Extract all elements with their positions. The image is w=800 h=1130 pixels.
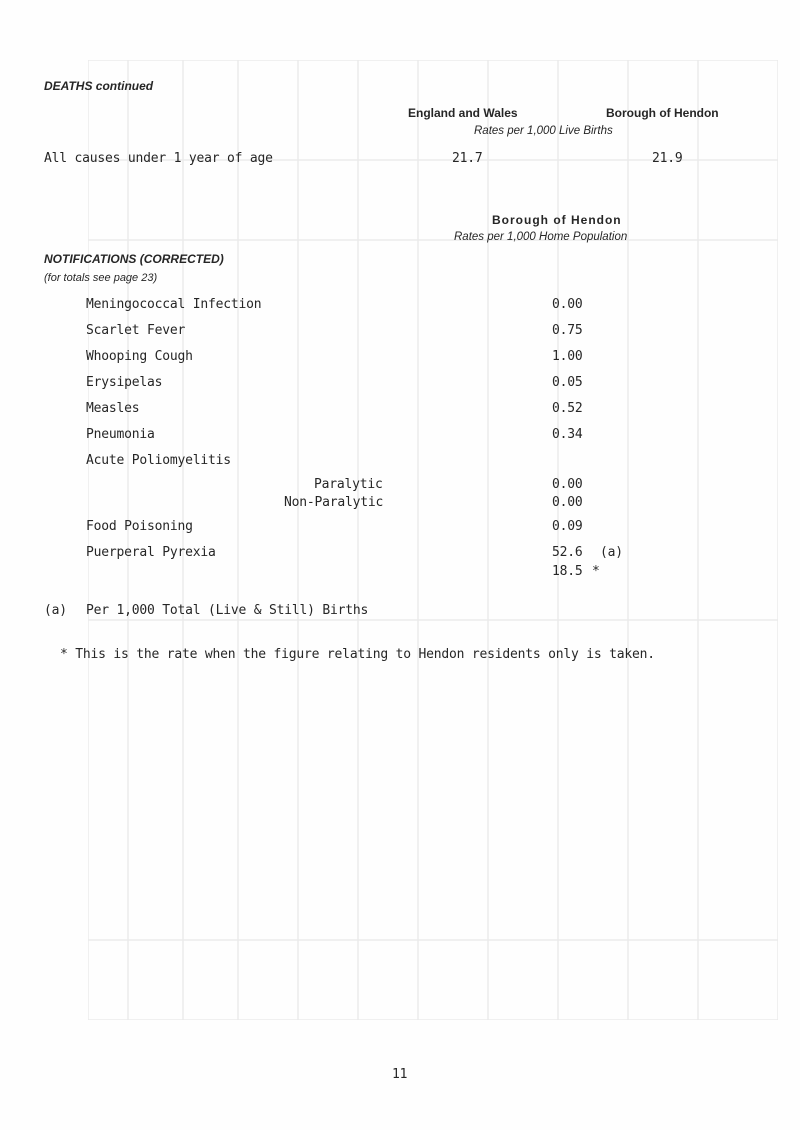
polio-label: Acute Poliomyelitis bbox=[86, 453, 231, 468]
polio-nonparalytic-label: Non-Paralytic bbox=[284, 495, 384, 510]
notifications-rates-pop: Rates per 1,000 Home Population bbox=[454, 231, 628, 243]
puerperal-mark-star: * bbox=[592, 564, 600, 579]
row-label-erysipelas: Erysipelas bbox=[86, 375, 163, 390]
footnote-star-text: * This is the rate when the figure relating to Hendon residents only is taken. bbox=[60, 647, 655, 662]
section-title: DEATHS continued bbox=[44, 79, 154, 93]
notifications-subtitle: (for totals see page 23) bbox=[44, 272, 158, 284]
notifications-title: NOTIFICATIONS (CORRECTED) bbox=[44, 252, 224, 266]
row-label-measles: Measles bbox=[86, 401, 140, 416]
header-hendon: Borough of Hendon bbox=[606, 106, 719, 120]
polio-paralytic-value: 0.00 bbox=[552, 477, 583, 492]
header-rates-live: Rates per 1,000 Live Births bbox=[474, 125, 613, 137]
row-label-pneumonia: Pneumonia bbox=[86, 427, 155, 442]
food-poisoning-label: Food Poisoning bbox=[86, 519, 193, 534]
polio-nonparalytic-value: 0.00 bbox=[552, 495, 583, 510]
infant-row-label: All causes under 1 year of age bbox=[44, 151, 273, 166]
footnote-a-mark: (a) bbox=[44, 603, 67, 618]
reverse-page-bleed bbox=[88, 60, 778, 1020]
row-label-meningococcal: Meningococcal Infection bbox=[86, 297, 262, 312]
row-value-pneumonia: 0.34 bbox=[552, 427, 583, 442]
row-value-meningococcal: 0.00 bbox=[552, 297, 583, 312]
row-label-scarlet-fever: Scarlet Fever bbox=[86, 323, 186, 338]
footnote-a-text: Per 1,000 Total (Live & Still) Births bbox=[86, 603, 369, 618]
puerperal-value-total: 52.6 bbox=[552, 545, 583, 560]
row-value-erysipelas: 0.05 bbox=[552, 375, 583, 390]
puerperal-mark-a: (a) bbox=[600, 545, 623, 560]
infant-row-england-wales: 21.7 bbox=[452, 151, 483, 166]
row-value-scarlet-fever: 0.75 bbox=[552, 323, 583, 338]
page-number: 11 bbox=[392, 1067, 408, 1082]
puerperal-value-residents: 18.5 bbox=[552, 564, 583, 579]
polio-paralytic-label: Paralytic bbox=[314, 477, 383, 492]
infant-row-hendon: 21.9 bbox=[652, 151, 683, 166]
header-england-wales: England and Wales bbox=[408, 106, 518, 120]
row-value-whooping-cough: 1.00 bbox=[552, 349, 583, 364]
puerperal-label: Puerperal Pyrexia bbox=[86, 545, 216, 560]
notifications-borough: Borough of Hendon bbox=[492, 213, 622, 227]
food-poisoning-value: 0.09 bbox=[552, 519, 583, 534]
row-value-measles: 0.52 bbox=[552, 401, 583, 416]
row-label-whooping-cough: Whooping Cough bbox=[86, 349, 193, 364]
